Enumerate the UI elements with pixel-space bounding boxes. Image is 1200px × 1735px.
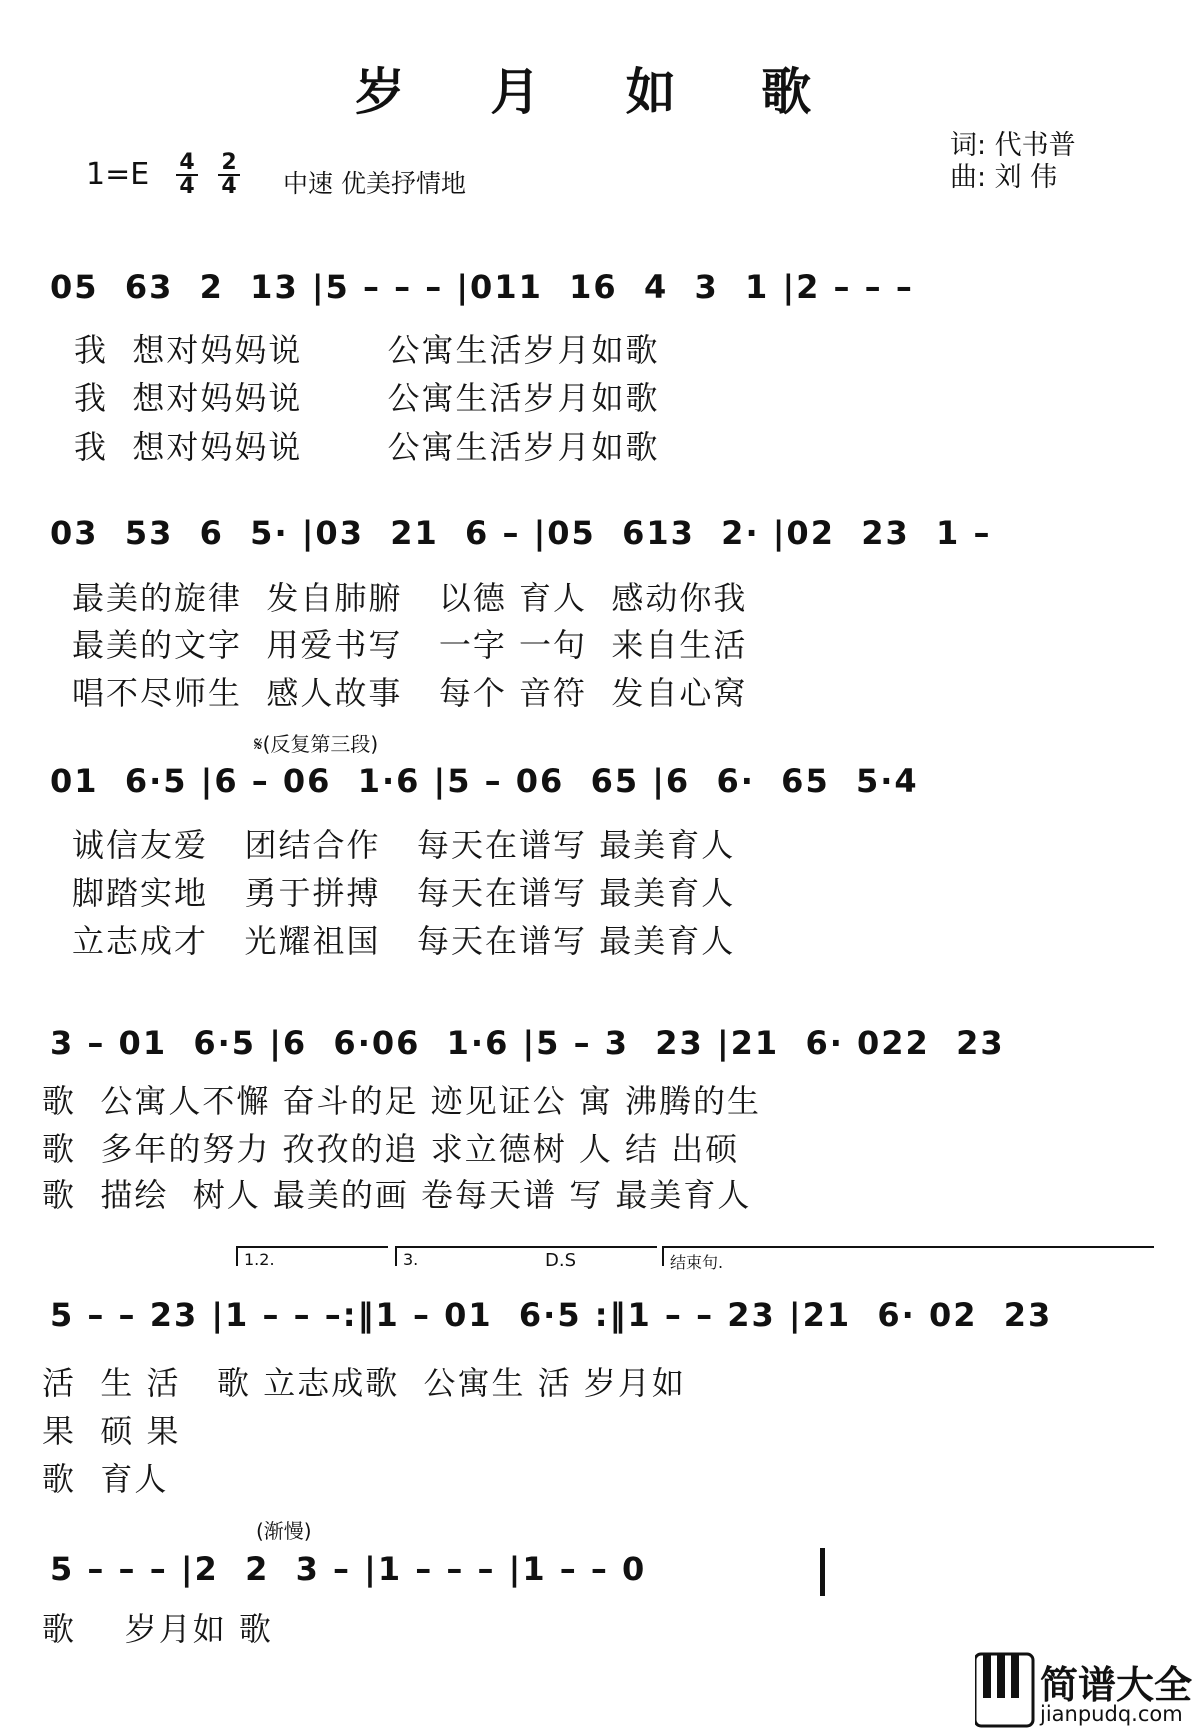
lyrics-3-verse-1: 诚信友爱 团结合作 每天在谱写 最美育人 <box>72 826 736 864</box>
notes-system-6: 5 – – – |2 2 3 – |1 – – – |1 – – 0 <box>50 1550 647 1588</box>
volta-3 <box>395 1246 657 1269</box>
dal-segno: D.S <box>545 1250 577 1271</box>
time-bottom: 4 <box>179 174 195 199</box>
time-top: 2 <box>218 152 240 176</box>
lyrics-6: 歌 岁月如 歌 <box>42 1610 273 1648</box>
credits <box>950 130 1076 194</box>
segno-sign: 𝄋(反复第三段) <box>254 732 379 756</box>
composer: 曲: 刘 伟 <box>950 162 1058 193</box>
final-barline <box>820 1548 825 1596</box>
lyrics-3-verse-3: 立志成才 光耀祖国 每天在谱写 最美育人 <box>72 922 736 960</box>
time-signature-1 <box>176 152 198 198</box>
volta-label: 1.2. <box>244 1250 275 1269</box>
lyrics-5-verse-2: 果 硕 果 <box>42 1412 181 1450</box>
lyrics-1-verse-1: 我 想对妈妈说 公寓生活岁月如歌 <box>74 331 660 369</box>
lyrics-2-verse-1: 最美的旋律 发自肺腑 以德 育人 感动你我 <box>72 579 748 617</box>
time-top: 4 <box>176 152 198 176</box>
volta-label: 3. <box>403 1250 419 1269</box>
lyrics-4-verse-3: 歌 描绘 树人 最美的画 卷每天谱 写 最美育人 <box>42 1176 752 1214</box>
lyrics-4-verse-2: 歌 多年的努力 孜孜的追 求立德树 人 结 出硕 <box>42 1130 740 1168</box>
lyrics-1-verse-3: 我 想对妈妈说 公寓生活岁月如歌 <box>74 428 660 466</box>
key-signature: 1=E <box>86 157 150 192</box>
lyrics-3-verse-2: 脚踏实地 勇于拼搏 每天在谱写 最美育人 <box>72 874 736 912</box>
tempo-marking: 中速 优美抒情地 <box>283 169 466 198</box>
watermark-url: jianpudq.com <box>1040 1702 1183 1726</box>
time-signature-2 <box>218 152 240 198</box>
lyrics-2-verse-2: 最美的文字 用爱书写 一字 一句 来自生活 <box>72 626 748 664</box>
notes-system-5: 5 – – 23 |1 – – –:‖1 – 01 6·5 :‖1 – – 23 |21 6· 02 23 <box>50 1296 1053 1334</box>
notes-system-4: 3 – 01 6·5 |6 6·06 1·6 |5 – 3 23 |21 6· 022 23 <box>50 1024 1005 1062</box>
notes-system-1: 05 63 2 13 |5 – – – |011 16 4 3 1 |2 – – – <box>50 268 914 306</box>
volta-label: 结束句. <box>670 1253 724 1272</box>
lyrics-4-verse-1: 歌 公寓人不懈 奋斗的足 迹见证公 寓 沸腾的生 <box>42 1082 762 1120</box>
volta-1-2 <box>236 1246 388 1269</box>
lyricist: 词: 代书普 <box>950 130 1076 161</box>
lyrics-2-verse-3: 唱不尽师生 感人故事 每个 音符 发自心窝 <box>72 674 748 712</box>
lyrics-5-verse-3: 歌 育人 <box>42 1460 169 1498</box>
volta-ending <box>662 1246 1154 1272</box>
lyrics-5-verse-1: 活 生 活 歌 立志成歌 公寓生 活 岁月如 <box>42 1364 686 1402</box>
notes-system-2: 03 53 6 5· |03 21 6 – |05 613 2· |02 23 1 – <box>50 514 992 552</box>
notes-system-3: 01 6·5 |6 – 06 1·6 |5 – 06 65 |6 6· 65 5·4 <box>50 762 919 800</box>
time-bottom: 4 <box>221 174 237 199</box>
watermark-name: 简谱大全 <box>1040 1663 1193 1707</box>
lyrics-1-verse-2: 我 想对妈妈说 公寓生活岁月如歌 <box>74 379 660 417</box>
song-title: 岁 月 如 歌 <box>354 63 846 121</box>
ritardando-mark: (渐慢) <box>256 1519 312 1543</box>
